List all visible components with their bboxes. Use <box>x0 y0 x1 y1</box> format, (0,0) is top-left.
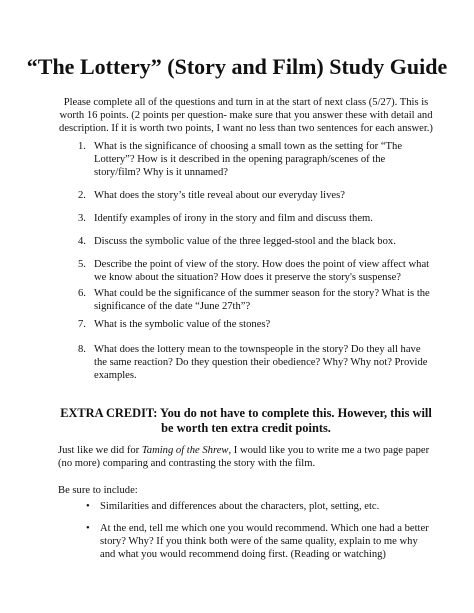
question-item <box>78 287 434 313</box>
question-number: 5. <box>78 259 86 270</box>
question-number: 4. <box>78 236 86 247</box>
question-number: 2. <box>78 190 86 201</box>
bullet-dot-icon: • <box>86 523 90 534</box>
bullet-item <box>86 522 434 561</box>
question-text: What could be the significance of the summer season for the story? What is the significance of the date “June 27th”? <box>94 288 430 312</box>
question-item <box>78 140 434 179</box>
question-text: What is the significance of choosing a small town as the setting for “The Lottery”? How is it described in the opening paragraph/scenes of the story/film? Why is it unnamed? <box>94 141 403 178</box>
shrew-title: Taming of the Shrew <box>141 445 229 456</box>
question-item <box>78 212 434 225</box>
question-text: What is the symbolic value of the stones? <box>94 319 271 330</box>
bullet-text: Similarities and differences about the characters, plot, setting, etc. <box>100 501 380 512</box>
question-number: 1. <box>78 141 86 152</box>
question-list <box>78 140 434 382</box>
page-title: “The Lottery” (Story and Film) Study Guide <box>26 54 448 79</box>
question-text: Discuss the symbolic value of the three legged-stool and the black box. <box>94 236 396 247</box>
question-number: 8. <box>78 344 86 355</box>
question-text: What does the lottery mean to the townspeople in the story? Do they all have the same reaction? Do they question their obedience? Why? Why not? Provide examples. <box>94 344 428 381</box>
question-number: 7. <box>78 319 86 330</box>
question-number: 6. <box>78 288 86 299</box>
question-item <box>78 318 434 331</box>
extra-credit-body-end: , I would like you to write me a two page paper (no more) comparing and contrasting the story with the film. <box>58 445 430 469</box>
instructions-paragraph: Please complete all of the questions and turn in at the start of next class (5/27). This is worth 16 points. (2 points per question- make sure that you answer these with detail and description. If it is worth two points, I want no less than two sentences for each answer.) <box>59 97 433 134</box>
extra-credit-heading: EXTRA CREDIT: You do not have to complete this. However, this will be worth ten extra credit points. <box>60 406 432 435</box>
question-item <box>78 189 434 202</box>
question-item <box>78 343 434 382</box>
bullet-item <box>86 500 434 513</box>
extra-credit-body-start: Just like we did for <box>58 445 142 456</box>
question-text: Describe the point of view of the story. How does the point of view affect what we know about the situation? How does it preserve the story's suspense? <box>94 259 430 283</box>
question-text: Identify examples of irony in the story and film and discuss them. <box>94 213 373 224</box>
include-list <box>86 500 434 561</box>
extra-credit-body <box>58 444 434 470</box>
question-number: 3. <box>78 213 86 224</box>
bullet-text: At the end, tell me which one you would recommend. Which one had a better story? Why? If you think both were of the same quality, explain to me why and what you would recommend doing first. (Reading or watching) <box>100 523 429 560</box>
question-item <box>78 258 434 284</box>
question-text: What does the story’s title reveal about our everyday lives? <box>94 190 345 201</box>
be-sure-label: Be sure to include: <box>58 485 138 496</box>
bullet-dot-icon: • <box>86 501 90 512</box>
question-item <box>78 235 434 248</box>
